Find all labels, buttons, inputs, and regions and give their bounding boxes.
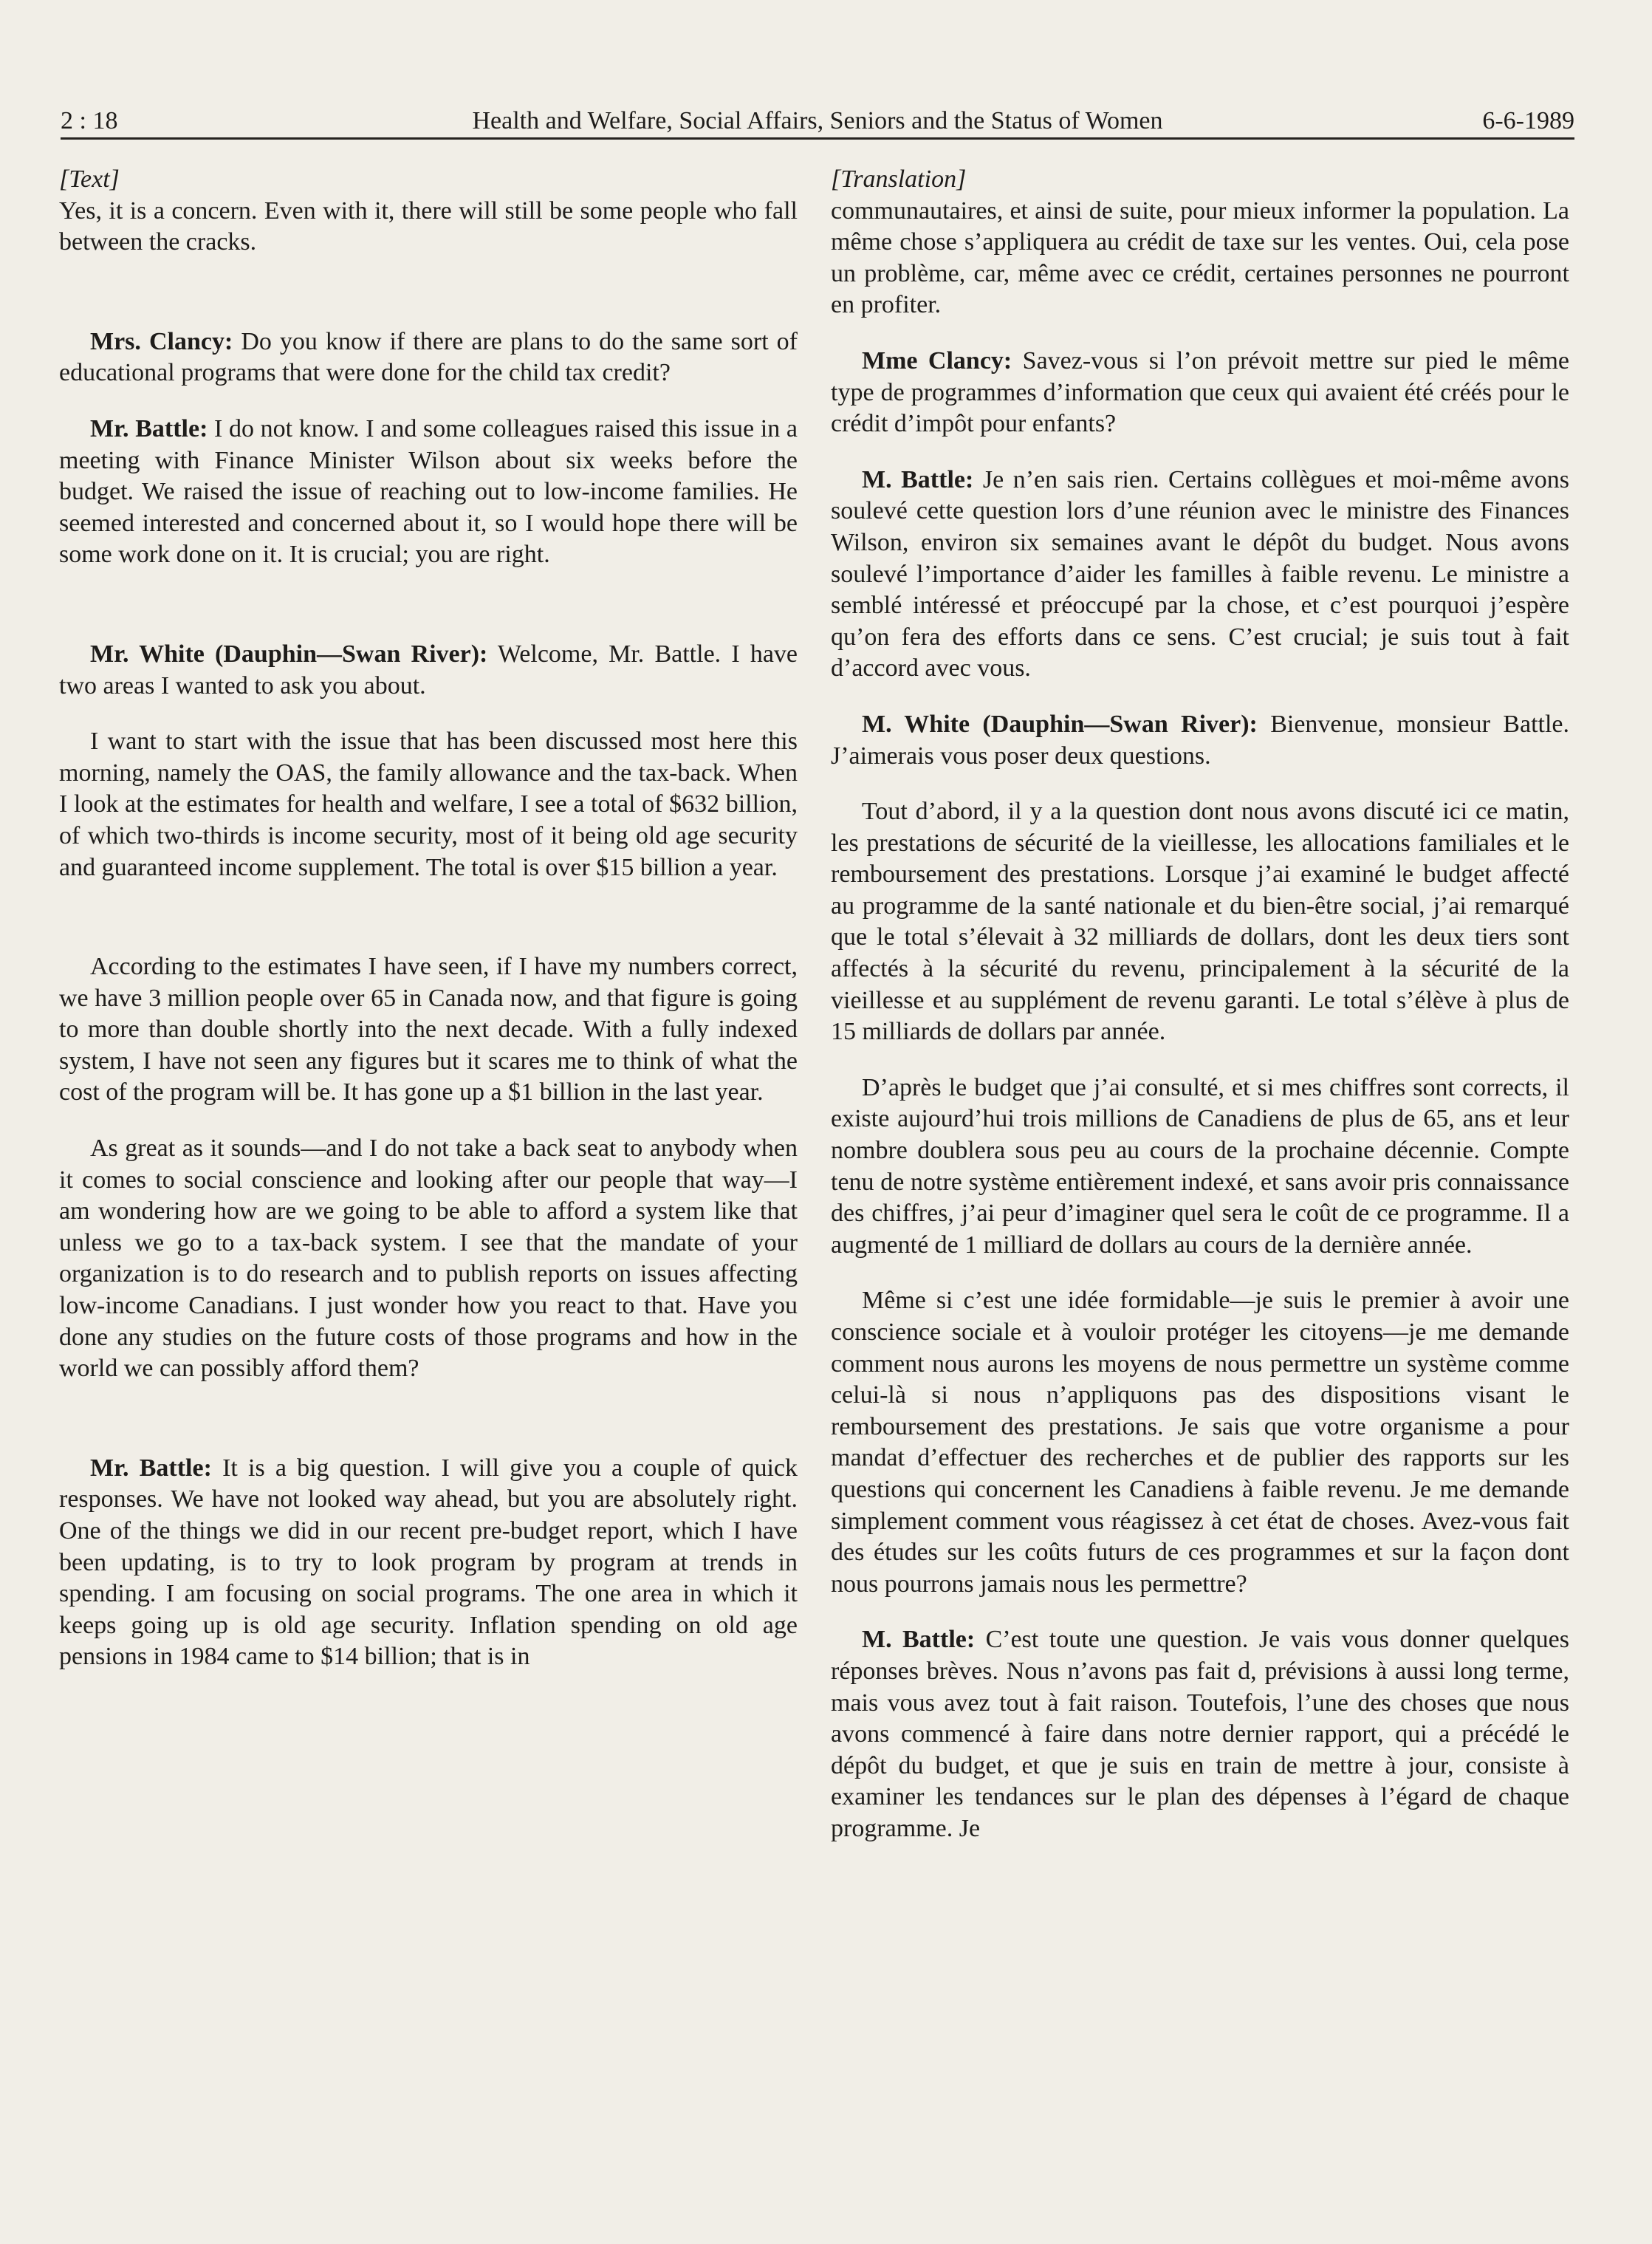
translation-tag: [Translation] bbox=[831, 165, 967, 193]
header-rule bbox=[61, 137, 1574, 140]
paragraph-text: Bienvenue, monsieur Battle. J’aimerais vous poser deux questions. bbox=[831, 710, 1569, 770]
paragraph-text: Yes, it is a concern. Even with it, there will still be some people who fall between the cracks. bbox=[59, 196, 798, 256]
paragraph-text: Savez-vous si l’on prévoit mettre sur pied le même type de programmes d’information que ceux qui avaient été créés pour le crédit d’impôt pour enfants? bbox=[831, 346, 1569, 438]
paragraph bbox=[59, 414, 798, 571]
paragraph-text: It is a big question. I will give you a couple of quick responses. We have not looked way ahead, but you are absolutely right. One of the things we did in our recent pre-budget report, which I have been updating, is to try to look program by program at trends in spending. I am focusing on social programs. The one area in which it keeps going up is old age security. Inflation spending on old age pensions in 1984 came to $14 billion; that is in bbox=[59, 1454, 798, 1671]
paragraph bbox=[831, 465, 1569, 685]
speaker-name: Mr. Battle: bbox=[90, 1454, 212, 1482]
paragraph-text: C’est toute une question. Je vais vous donner quelques réponses brèves. Nous n’avons pas fait d, prévisions à aussi long terme, mais vous avez tout à fait raison. Toutefois, l’une des choses que nous avons commencé à faire dans notre dernier rapport, qui a précédé le dépôt du budget, et que je suis en train de mettre à jour, consiste à examiner les tendances sur le plan des dépenses à l’égard de chaque programme. Je bbox=[831, 1626, 1569, 1842]
paragraph bbox=[59, 1453, 798, 1673]
paragraph bbox=[831, 709, 1569, 772]
paragraph bbox=[59, 639, 798, 702]
english-column bbox=[59, 164, 798, 1673]
paragraph bbox=[59, 951, 798, 1109]
text-tag: [Text] bbox=[59, 165, 120, 193]
speaker-name: M. White (Dauphin—Swan River): bbox=[862, 710, 1258, 738]
paragraph bbox=[831, 796, 1569, 1048]
page-header bbox=[61, 103, 1574, 139]
speaker-name: Mr. White (Dauphin—Swan River): bbox=[90, 640, 488, 668]
paragraph-text: As great as it sounds—and I do not take a back seat to anybody when it comes to social conscience and looking after our people that way—I am wondering how are we going to be able to afford a system like that unless we go to a tax-back system. I see that the mandate of your organization is to do research and to publish reports on issues affecting low-income Canadians. I just wonder how you react to that. Have you done any studies on the future costs of those programs and how in the world we can possibly afford them? bbox=[59, 1135, 798, 1383]
paragraph-text: Welcome, Mr. Battle. I have two areas I wanted to ask you about. bbox=[59, 640, 798, 699]
paragraph-text: According to the estimates I have seen, if I have my numbers correct, we have 3 million people over 65 in Canada now, and that figure is going to more than double shortly into the next decade. With a fully indexed system, I have not seen any figures but it scares me to think of what the cost of the program will be. It has gone up a $1 billion in the last year. bbox=[59, 953, 798, 1106]
running-title: Health and Welfare, Social Affairs, Seniors and the Status of Women bbox=[472, 107, 1163, 134]
paragraph-text: Même si c’est une idée formidable—je suis le premier à avoir une conscience sociale et à vouloir protéger les citoyens—je me demande comment nous aurons les moyens de nous permettre un système comme celui-là si nous n’appliquons pas des dispositions visant le remboursement des prestations. Je sais que votre organisme a pour mandat d’effectuer des recherches et de publier des rapports sur les questions qui concernent les Canadiens à faible revenu. Je me demande simplement comment vous réagissez à cet état de choses. Avez-vous fait des études sur les coûts futurs de ces programmes et sur la façon dont nous pourrons jamais nous les permettre? bbox=[831, 1287, 1569, 1598]
speaker-name: Mrs. Clancy: bbox=[90, 327, 233, 355]
speaker-name: M. Battle: bbox=[862, 1626, 976, 1654]
paragraph-text: D’après le budget que j’ai consulté, et si mes chiffres sont corrects, il existe aujourd’hui trois millions de Canadiens de plus de 65, ans et leur nombre doublera sous peu au cours de la prochaine décennie. Compte tenu de notre système entièrement indexé, et sans avoir pris connaissance des chiffres, j’ai peur d’imaginer quel sera le coût de ce programme. Il a augmenté de 1 milliard de dollars au cours de la dernière année. bbox=[831, 1073, 1569, 1259]
french-column bbox=[831, 164, 1569, 1845]
paragraph-text: Je n’en sais rien. Certains collègues et moi-même avons soulevé cette question lors d’une réunion avec le ministre des Finances Wilson, environ six semaines avant le dépôt du budget. Nous avons soulevé l’importance d’aider les familles à faible revenu. Le ministre a semblé intéressé et préoccupé par la chose, et c’est pourquoi j’espère qu’on fera des efforts dans ce sens. C’est crucial; je suis tout à fait d’accord avec vous. bbox=[831, 465, 1569, 683]
paragraph-text: Do you know if there are plans to do the same sort of educational programs that were done for the child tax credit? bbox=[59, 327, 798, 387]
paragraph bbox=[59, 1133, 798, 1385]
paragraph bbox=[59, 196, 798, 259]
page-number: 2 : 18 bbox=[61, 107, 118, 134]
speaker-name: Mme Clancy: bbox=[862, 346, 1012, 374]
header-date: 6-6-1989 bbox=[1482, 107, 1574, 134]
paragraph-text: I do not know. I and some colleagues raised this issue in a meeting with Finance Minister Wilson about six weeks before the budget. We raised the issue of reaching out to low-income families. He seemed interested and concerned about it, so I would hope there will be some work done on it. It is crucial; you are right. bbox=[59, 414, 798, 569]
paragraph bbox=[59, 326, 798, 389]
paragraph bbox=[59, 726, 798, 883]
speaker-name: M. Battle: bbox=[862, 465, 974, 493]
speaker-name: Mr. Battle: bbox=[90, 414, 208, 442]
paragraph-text: communautaires, et ainsi de suite, pour mieux informer la population. La même chose s’appliquera au crédit de taxe sur les ventes. Oui, cela pose un problème, car, même avec ce crédit, certaines personnes ne pourront en profiter. bbox=[831, 196, 1569, 319]
paragraph bbox=[831, 196, 1569, 321]
paragraph-text: Tout d’abord, il y a la question dont nous avons discuté ici ce matin, les prestations de sécurité de la vieillesse, les allocations familiales et le remboursement des prestations. Lorsque j’ai examiné le budget affecté au programme de la santé nationale et du bien-être social, j’ai remarqué que le total s’élevait à 32 milliards de dollars, dont les deux tiers sont affectés à la sécurité du revenu, principalement à la sécurité de la vieillesse et au supplément de revenu garanti. Le total s’élève à plus de 15 milliards de dollars par année. bbox=[831, 798, 1569, 1046]
paragraph bbox=[831, 1073, 1569, 1262]
paragraph bbox=[831, 1624, 1569, 1844]
paragraph bbox=[831, 1285, 1569, 1600]
paragraph bbox=[831, 346, 1569, 440]
paragraph-text: I want to start with the issue that has been discussed most here this morning, namely the OAS, the family allowance and the tax-back. When I look at the estimates for health and welfare, I see a total of $632 billion, of which two-thirds is income security, most of it being old age security and guaranteed income supplement. The total is over $15 billion a year. bbox=[59, 728, 798, 881]
